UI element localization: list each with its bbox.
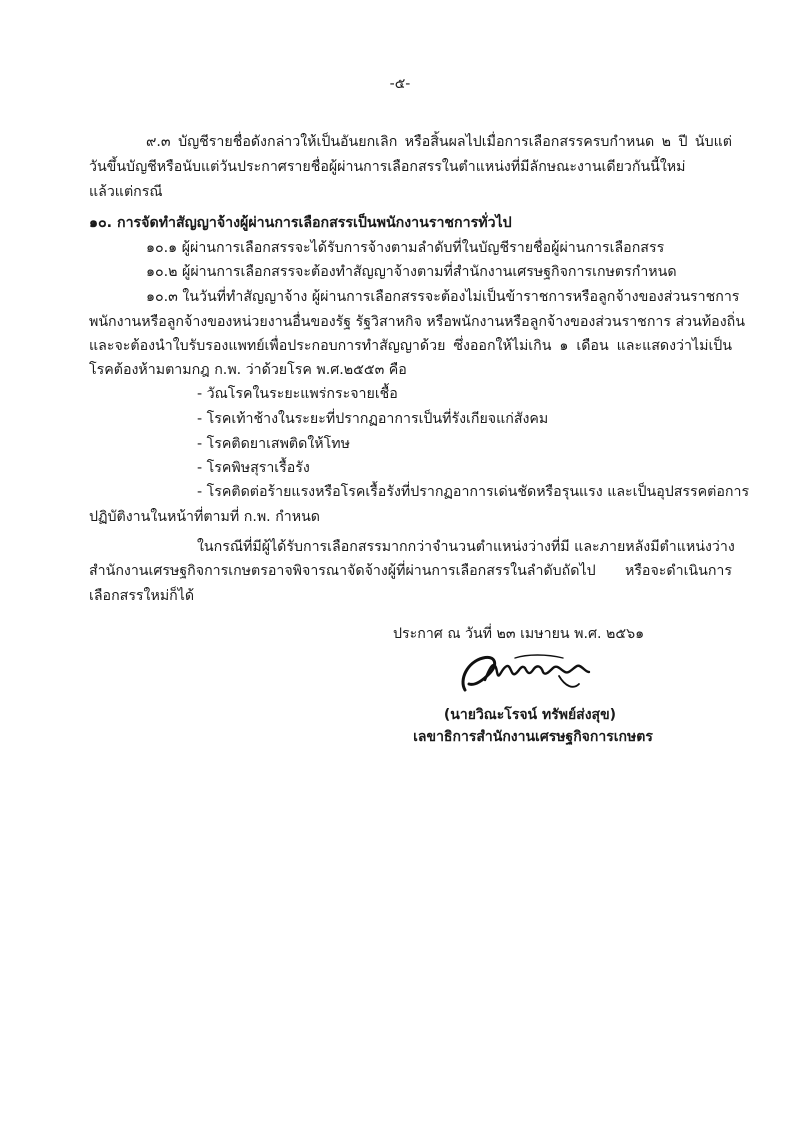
disease-item: - โรคติดยาเสพติดให้โทษ — [197, 436, 350, 452]
page-number: -๕- — [389, 76, 411, 92]
announcement-date: ประกาศ ณ วันที่ ๒๓ เมษายน พ.ศ. ๒๕๖๑ — [393, 626, 645, 642]
disease-item: - วัณโรคในระยะแพร่กระจายเชื้อ — [197, 386, 398, 402]
item-10-3-line-3: และจะต้องนำใบรับรองแพทย์เพื่อประกอบการทำสัญญาด้วย ซึ่งออกให้ไม่เกิน ๑ เดือน และแสดงว่าไม่เป็น — [89, 338, 732, 354]
section-9-3-line-2: วันขึ้นบัญชีหรือนับแต่วันประกาศรายชื่อผู้ผ่านการเลือกสรรในตำแหน่งที่มีลักษณะงานเดียวกันนี้ใหม่ — [89, 159, 686, 175]
signatory-name: (นายวิณะโรจน์ ทรัพย์ส่งสุข) — [443, 707, 617, 723]
final-paragraph-line-1: ในกรณีที่มีผู้ได้รับการเลือกสรรมากกว่าจำนวนตำแหน่งว่างที่มี และภายหลังมีตำแหน่งว่าง — [197, 539, 735, 555]
disease-item: - โรคติดต่อร้ายแรงหรือโรคเรื้อรังที่ปรากฏอาการเด่นชัดหรือรุนแรง และเป็นอุปสรรคต่อการ — [197, 484, 750, 500]
disease-item: - โรคเท้าช้างในระยะที่ปรากฏอาการเป็นที่รังเกียจแก่สังคม — [197, 411, 549, 427]
disease-item: - โรคพิษสุราเรื้อรัง — [197, 460, 310, 476]
disease-item-continuation: ปฏิบัติงานในหน้าที่ตามที่ ก.พ. กำหนด — [89, 509, 321, 525]
signatory-title: เลขาธิการสำนักงานเศรษฐกิจการเกษตร — [413, 729, 653, 745]
final-paragraph-line-2: สำนักงานเศรษฐกิจการเกษตรอาจพิจารณาจัดจ้างผู้ที่ผ่านการเลือกสรรในลำดับถัดไป หรือจะดำเนินการ — [89, 563, 732, 579]
item-10-3-line-2: พนักงานหรือลูกจ้างของหน่วยงานอื่นของรัฐ รัฐวิสาหกิจ หรือพนักงานหรือลูกจ้างของส่วนราชการ ส่วนท้องถิ่น — [89, 314, 745, 330]
final-paragraph-line-3: เลือกสรรใหม่ก็ได้ — [89, 588, 195, 604]
item-10-2: ๑๐.๒ ผู้ผ่านการเลือกสรรจะต้องทำสัญญาจ้างตามที่สำนักงานเศรษฐกิจการเกษตรกำหนด — [146, 264, 677, 280]
section-9-3-line-1: ๙.๓ บัญชีรายชื่อดังกล่าวให้เป็นอันยกเลิก หรือสิ้นผลไปเมื่อการเลือกสรรครบกำหนด ๒ ปี นับแต่ — [146, 134, 732, 150]
section-10-heading: ๑๐. การจัดทำสัญญาจ้างผู้ผ่านการเลือกสรรเป็นพนักงานราชการทั่วไป — [89, 215, 512, 231]
item-10-3-line-4: โรคต้องห้ามตามกฎ ก.พ. ว่าด้วยโรค พ.ศ.๒๕๕๓ คือ — [89, 362, 407, 378]
handwritten-signature — [455, 650, 605, 696]
item-10-3-line-1: ๑๐.๓ ในวันที่ทำสัญญาจ้าง ผู้ผ่านการเลือกสรรจะต้องไม่เป็นข้าราชการหรือลูกจ้างของส่วนราชการ — [146, 289, 740, 305]
section-9-3-line-3: แล้วแต่กรณี — [89, 184, 163, 200]
item-10-1: ๑๐.๑ ผู้ผ่านการเลือกสรรจะได้รับการจ้างตามลำดับที่ในบัญชีรายชื่อผู้ผ่านการเลือกสรร — [146, 240, 665, 256]
